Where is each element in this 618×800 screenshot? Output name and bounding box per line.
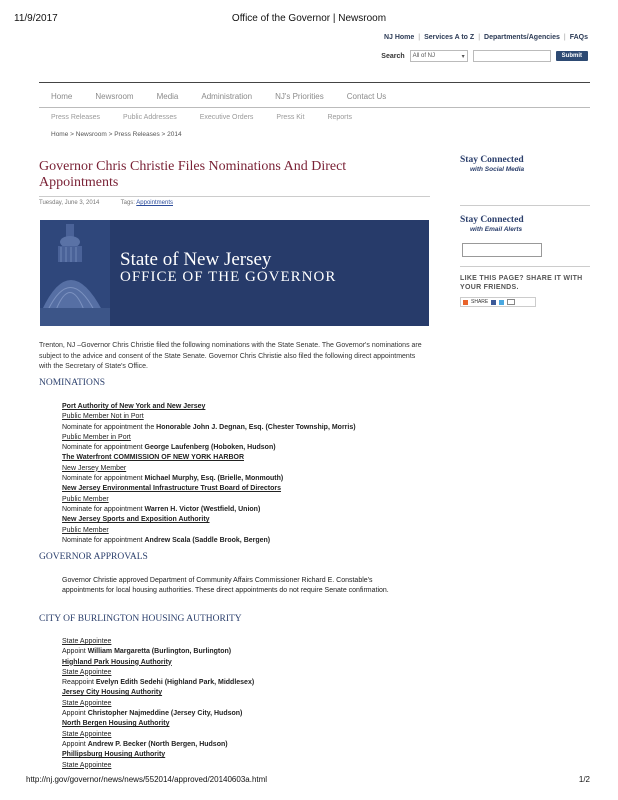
list-line[interactable]: New Jersey Environmental Infrastructure Trust Board of Directors <box>62 485 282 493</box>
list-line[interactable]: Jersey City Housing Authority <box>62 689 163 697</box>
title-divider <box>39 196 430 197</box>
subnav-press-kit[interactable]: Press Kit <box>276 114 305 121</box>
sidebar-email-title: Stay Connected <box>460 215 524 225</box>
list-line[interactable]: State Appointee <box>62 638 112 645</box>
tags-label: Tags: <box>120 200 135 206</box>
list-line[interactable]: Public Member <box>62 526 109 534</box>
line-prefix: Reappoint <box>62 679 96 687</box>
print-title: Office of the Governor | Newsroom <box>231 13 387 24</box>
search-input[interactable] <box>473 50 551 62</box>
line-prefix: Nominate for appointment the <box>62 423 157 431</box>
appointee-name: William Margaretta (Burlington, Burlington) <box>87 648 232 656</box>
nav-divider <box>39 107 590 108</box>
list-line <box>62 505 442 515</box>
nav-home[interactable]: Home <box>51 92 73 101</box>
list-line <box>62 423 442 433</box>
separator: | <box>563 34 566 41</box>
list-line[interactable]: New Jersey Sports and Exposition Authority <box>62 516 210 524</box>
list-line <box>62 443 442 453</box>
line-prefix: Nominate for appointment <box>62 505 145 513</box>
chevron-down-icon: ▾ <box>461 53 465 60</box>
facebook-icon <box>491 300 496 305</box>
list-line <box>62 709 442 719</box>
line-prefix: Appoint <box>62 648 88 656</box>
list-line[interactable]: State Appointee <box>62 730 112 738</box>
capitol-dome-icon <box>40 220 110 326</box>
nav-priorities[interactable]: NJ's Priorities <box>275 92 324 101</box>
appointee-name: Christopher Najmeddine (Jersey City, Hudson) <box>87 710 243 718</box>
search-bar <box>381 50 588 62</box>
sidebar-divider <box>460 266 590 267</box>
nominations-list <box>62 402 442 546</box>
line-prefix: Appoint <box>62 710 88 718</box>
utility-link-departments[interactable]: Departments/Agencies <box>484 34 560 41</box>
list-line[interactable]: Port Authority of New York and New Jersey <box>62 403 206 410</box>
line-prefix: Nominate for appointment <box>62 536 145 544</box>
appointee-name: Andrew P. Becker (North Bergen, Hudson) <box>87 740 228 748</box>
appointee-name: Michael Murphy, Esq. (Brielle, Monmouth) <box>144 475 284 483</box>
line-prefix: Appoint <box>62 740 88 748</box>
utility-link-faqs[interactable]: FAQs <box>569 34 588 41</box>
list-line[interactable]: Public Member in Port <box>62 433 131 441</box>
appointee-name: George Laufenberg (Hoboken, Hudson) <box>144 444 276 452</box>
sidebar-divider <box>460 205 590 206</box>
email-alert-input[interactable] <box>462 243 542 257</box>
article-meta <box>39 200 173 206</box>
article-title: Governor Chris Christie Files Nominations And Direct Appointments <box>39 159 347 190</box>
utility-nav <box>384 34 588 41</box>
appointee-name: Evelyn Edith Sedehi (Highland Park, Middlesex) <box>95 679 255 687</box>
list-line <box>62 647 442 657</box>
banner-line-1: State of New Jersey <box>120 249 272 270</box>
governor-approvals-text: Governor Christie approved Department of Community Affairs Commissioner Richard E. Constable's appointments for local housing authorities. These direct appointments do not require Senate confirmation. <box>62 577 389 595</box>
twitter-icon <box>499 300 504 305</box>
list-line[interactable]: The Waterfront COMMISSION OF NEW YORK HARBOR <box>62 454 244 462</box>
header-divider <box>39 82 590 83</box>
sidebar-social-title: Stay Connected <box>460 155 524 165</box>
section-heading-governor-approvals: GOVERNOR APPROVALS <box>39 552 148 562</box>
search-submit-button[interactable]: Submit <box>556 51 588 61</box>
nav-administration[interactable]: Administration <box>201 92 253 101</box>
section-heading-nominations: NOMINATIONS <box>39 378 105 388</box>
sidebar-social-sub[interactable]: with Social Media <box>470 166 525 173</box>
share-prompt: LIKE THIS PAGE? SHARE IT WITH YOUR FRIENDS. <box>460 275 583 291</box>
list-line[interactable]: Public Member <box>62 495 109 503</box>
search-scope-select[interactable] <box>410 50 468 62</box>
banner-line-2: OFFICE OF THE GOVERNOR <box>120 269 337 285</box>
main-nav <box>51 92 386 101</box>
appointee-name: Warren H. Victor (Westfield, Union) <box>144 505 261 513</box>
share-label: SHARE <box>471 299 489 305</box>
separator: | <box>418 34 421 41</box>
list-line[interactable]: State Appointee <box>62 668 112 676</box>
subnav-reports[interactable]: Reports <box>327 114 352 121</box>
share-button[interactable] <box>460 297 536 307</box>
list-line[interactable]: Highland Park Housing Authority <box>62 658 172 666</box>
governor-banner <box>40 220 429 326</box>
appointee-name: Andrew Scala (Saddle Brook, Bergen) <box>144 536 271 544</box>
print-footer-page: 1/2 <box>578 775 590 784</box>
list-line[interactable]: State Appointee <box>62 699 112 707</box>
list-line <box>62 740 442 750</box>
list-line[interactable]: Phillipsburg Housing Authority <box>62 751 166 759</box>
subnav-press-releases[interactable]: Press Releases <box>51 114 101 121</box>
section-heading-burlington: CITY OF BURLINGTON HOUSING AUTHORITY <box>39 614 242 624</box>
list-line <box>62 474 442 484</box>
tag-link[interactable]: Appointments <box>136 200 173 206</box>
utility-link-services[interactable]: Services A to Z <box>424 34 475 41</box>
sidebar-email-sub[interactable]: with Email Alerts <box>470 226 523 233</box>
utility-link-nj-home[interactable]: NJ Home <box>383 34 415 41</box>
subnav-public-addresses[interactable]: Public Addresses <box>123 114 177 121</box>
share-plus-icon <box>463 300 468 305</box>
sub-nav <box>51 114 352 121</box>
nav-media[interactable]: Media <box>156 92 179 101</box>
separator: | <box>478 34 481 41</box>
email-icon <box>507 299 515 305</box>
breadcrumb[interactable]: Home > Newsroom > Press Releases > 2014 <box>51 131 182 138</box>
list-line[interactable]: North Bergen Housing Authority <box>62 720 170 728</box>
article-intro: Trenton, NJ –Governor Chris Christie filed the following nominations with the State Senate. The Governor's nominations are subject to the advice and consent of the State Senate. Governor Chris Christie also filed the following direct appointments with the Secretary of State's Office. <box>39 342 422 370</box>
appointee-name: Honorable John J. Degnan, Esq. (Chester Township, Morris) <box>156 423 356 431</box>
line-prefix: Nominate for appointment <box>62 475 145 483</box>
nav-contact[interactable]: Contact Us <box>346 92 387 101</box>
print-date: 11/9/2017 <box>14 13 58 24</box>
line-prefix: Nominate for appointment <box>62 444 145 452</box>
print-footer-url: http://nj.gov/governor/news/news/552014/approved/20140603a.html <box>26 775 268 784</box>
search-scope-value: All of NJ <box>412 53 435 59</box>
list-line <box>62 678 442 688</box>
article-date: Tuesday, June 3, 2014 <box>39 200 100 206</box>
burlington-list <box>62 637 442 771</box>
list-line <box>62 536 442 546</box>
subnav-executive-orders[interactable]: Executive Orders <box>199 114 254 121</box>
nav-newsroom[interactable]: Newsroom <box>95 92 134 101</box>
search-label: Search <box>381 52 405 60</box>
list-line[interactable]: New Jersey Member <box>62 464 127 472</box>
list-line[interactable]: State Appointee <box>62 761 112 769</box>
list-line[interactable]: Public Member Not in Port <box>62 413 144 421</box>
